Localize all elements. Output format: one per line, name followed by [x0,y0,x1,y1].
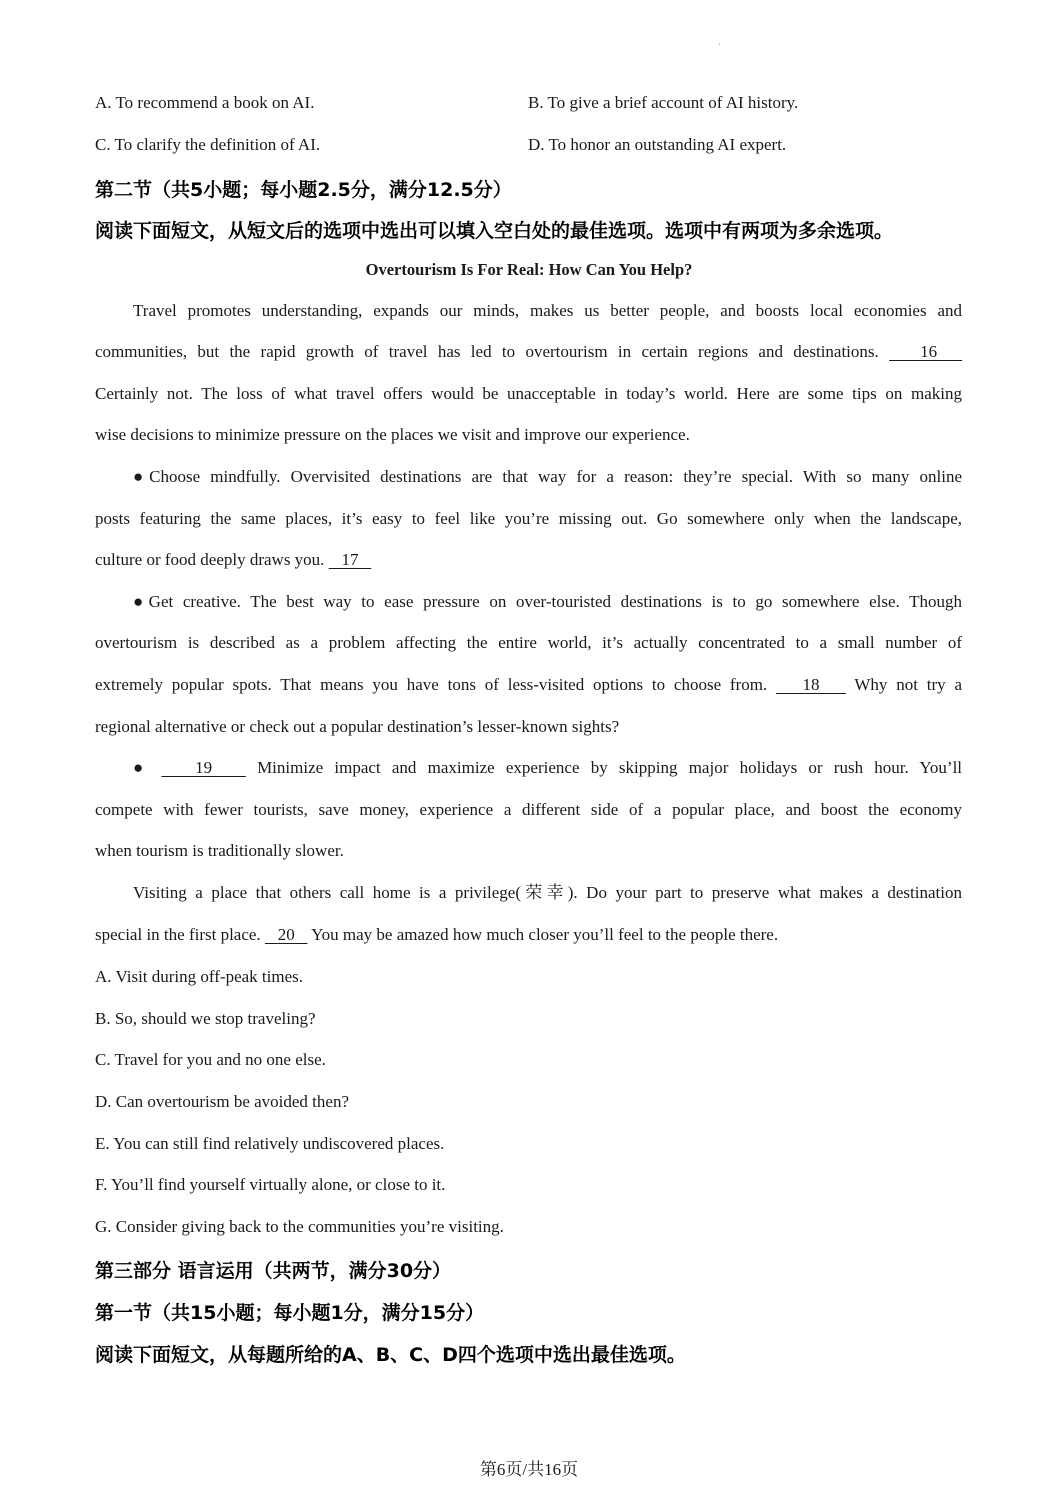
choice-e: E. You can still find relatively undiscovered places. [95,1134,445,1153]
option-b: B. To give a brief account of AI history. [528,93,799,112]
p1-line4: wise decisions to minimize pressure on the places we visit and improve our experience. [95,425,690,444]
p2-line2: posts featuring the same places, it’s easy to feel like you’re missing out. Go somewhere only when the landscape, [95,509,962,528]
choice-c: C. Travel for you and no one else. [95,1050,326,1069]
p1-line2: communities, but the rapid growth of travel has led to overtourism in certain regions and destinations. 16 [95,342,938,361]
p1-line3: Certainly not. The loss of what travel offers would be unacceptable in today’s world. Here are some tips on making [95,384,962,403]
choice-d: D. Can overtourism be avoided then? [95,1092,349,1111]
blank-19: 19 [195,758,213,777]
option-a: A. To recommend a book on AI. [95,93,315,112]
blank-16: 16 [920,342,938,361]
p4-line2: compete with fewer tourists, save money, experience a different side of a popular place, and boost the economy [95,800,962,819]
section2-heading: 第二节（共5小题；每小题2.5分，满分12.5分） [95,179,512,201]
p1-line1: Travel promotes understanding, expands our minds, makes us better people, and boosts local economies and [133,301,962,320]
p2-line3: culture or food deeply draws you. 17 [95,550,359,569]
blank-17: 17 [341,550,359,569]
option-c: C. To clarify the definition of AI. [95,135,321,154]
choice-b: B. So, should we stop traveling? [95,1009,316,1028]
choice-g: G. Consider giving back to the communities you’re visiting. [95,1217,504,1236]
p3-line2: overtourism is described as a problem affecting the entire world, it’s actually concentrated to a small number of [95,633,962,652]
p4-line3: when tourism is traditionally slower. [95,841,344,860]
p2-line1: ●Choose mindfully. Overvisited destinations are that way for a reason: they’re special. With so many online [133,467,962,486]
blank-18: 18 [802,675,820,694]
part3-heading: 第三部分 语言运用（共两节，满分30分） [95,1260,452,1282]
bullet: ● [133,758,151,777]
p3-line4: regional alternative or check out a popular destination’s lesser-known sights? [95,717,620,736]
passage-title: Overtourism Is For Real: How Can You Help? [365,260,693,279]
page-number: 第6页/共16页 [479,1460,579,1479]
p3-line3: extremely popular spots. That means you have tons of less-visited options to choose from. 18 Why not try a [95,675,963,694]
part3-instruction: 阅读下面短文，从每题所给的A、B、C、D四个选项中选出最佳选项。 [95,1344,686,1366]
part3-section1: 第一节（共15小题；每小题1分，满分15分） [95,1302,485,1324]
option-d: D. To honor an outstanding AI expert. [528,135,787,154]
choice-f: F. You’ll find yourself virtually alone, or close to it. [95,1175,446,1194]
top-mark: · [718,40,722,51]
blank-20: 20 [277,925,295,944]
p5-line1: Visiting a place that others call home is a privilege(荣幸). Do your part to preserve what makes a destination [133,883,962,902]
p4-line1: ● 19 Minimize impact and maximize experience by skipping major holidays or rush hour. You’ll [133,758,963,777]
p3-line1: ●Get creative. The best way to ease pressure on over-touristed destinations is to go somewhere else. Though [133,592,962,611]
p5-line2: special in the first place. 20 You may be amazed how much closer you’ll feel to the people there. [95,925,779,944]
choice-a: A. Visit during off-peak times. [95,967,303,986]
section2-instruction: 阅读下面短文，从短文后的选项中选出可以填入空白处的最佳选项。选项中有两项为多余选项。 [95,220,894,242]
